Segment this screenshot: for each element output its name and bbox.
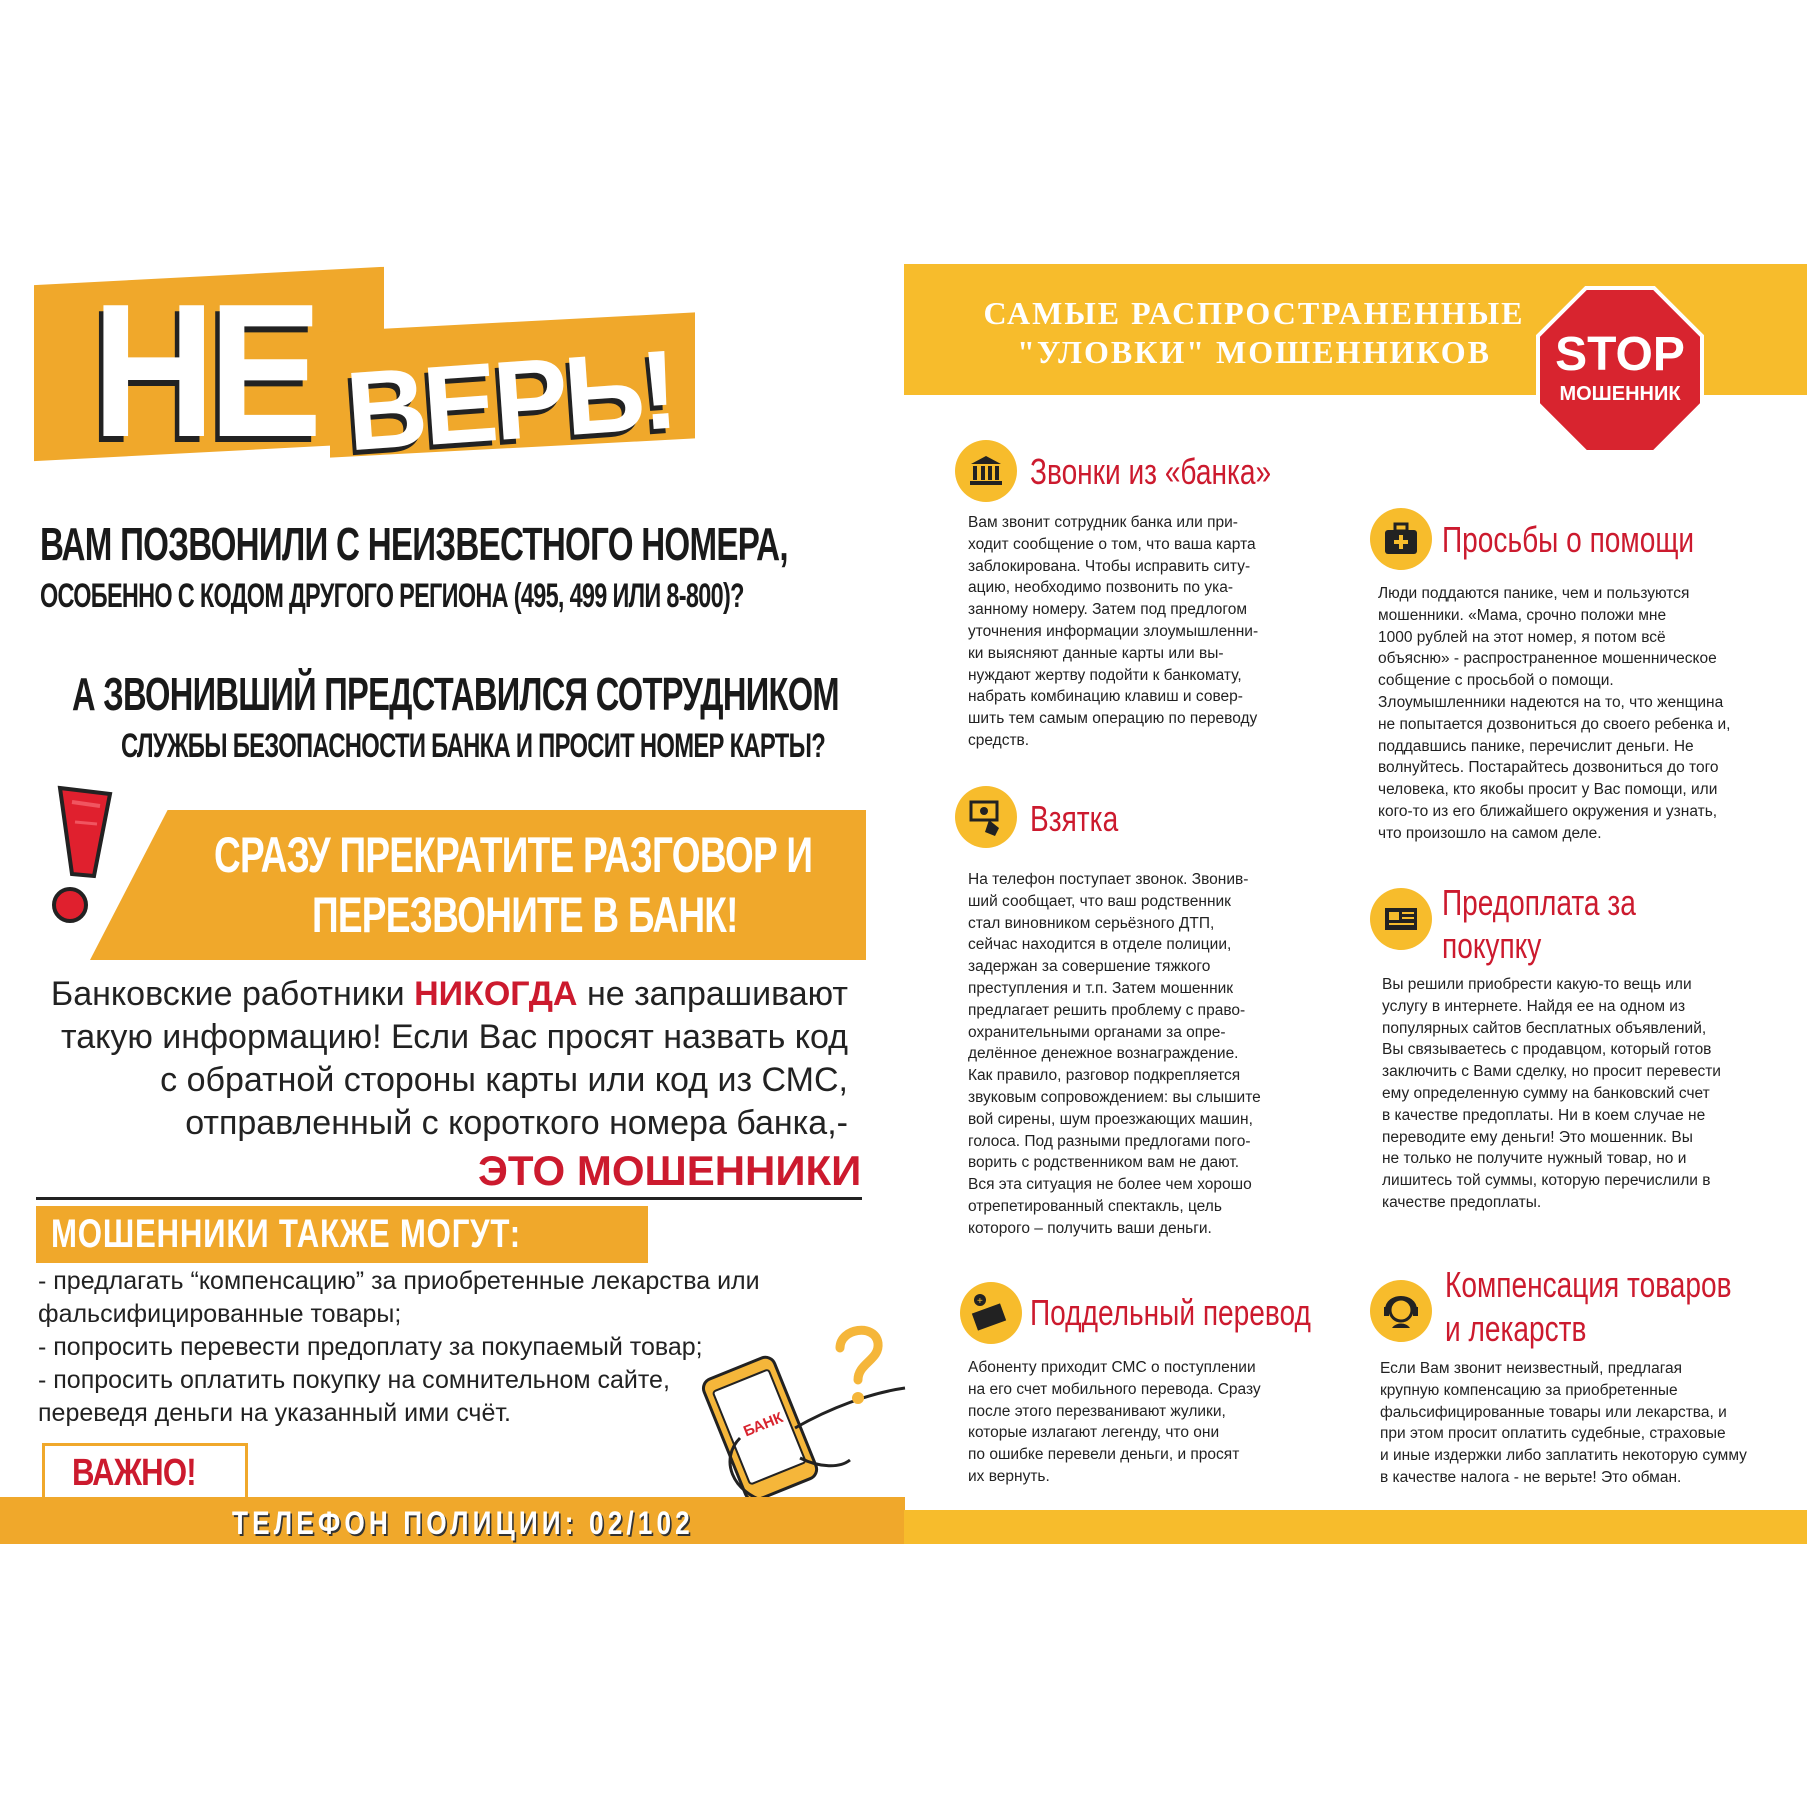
card-line: средств.	[968, 731, 1030, 749]
list-item: - предлагать “компенсацию” за приобретенные лекарства или	[38, 1267, 760, 1295]
important-label: ВАЖНО!	[72, 1452, 196, 1494]
card-title: Звонки из «банка»	[1030, 451, 1272, 492]
card-line: Вы связываетесь с продавцом, который готов	[1382, 1041, 1712, 1059]
card-line: мошенники. «Мама, срочно положи мне	[1378, 606, 1667, 624]
card-line: ворить с родственником вам не дают.	[968, 1154, 1240, 1172]
card-line: набрать комбинацию клавиш и совер-	[968, 688, 1243, 706]
card-line: 1000 рублей на этот номер, я потом всё	[1378, 628, 1666, 646]
bank-text-never: НИКОГДА	[414, 975, 578, 1013]
bank-text-part2: не запрашивают такую информацию! Если Вас просят назвать код с обратной стороны карты или код из СМС, отправленный с короткого номера банка,-	[61, 975, 848, 1142]
card-line: их вернуть.	[968, 1467, 1050, 1485]
phone-hand-illustration	[700, 1318, 910, 1510]
card-line: ходит сообщение о том, что ваша карта	[968, 535, 1256, 553]
card-line: и иные издержки либо заплатить некоторую сумму	[1380, 1447, 1747, 1465]
also-heading: МОШЕННИКИ ТАКЖЕ МОГУТ:	[51, 1212, 521, 1256]
card-line: заблокирована. Чтобы исправить ситу-	[968, 557, 1251, 575]
exclamation-icon	[42, 780, 122, 930]
card-line: объясню» - распространенное мошенническое	[1378, 650, 1717, 668]
card-line: нуждают жертву подойти к банкомату,	[968, 666, 1242, 684]
card-line: волнуйтесь. Постарайтесь дозвониться до того	[1378, 759, 1719, 777]
card-line: охранительными органами за опре-	[968, 1023, 1226, 1041]
card-line: кого-то из его ближайшего окружения и узнать,	[1378, 802, 1718, 820]
card-title: Поддельный перевод	[1030, 1292, 1311, 1333]
card-line: в качестве предоплаты. Ни в коем случае не	[1382, 1106, 1706, 1124]
card-line: Если Вам звонит неизвестный, предлагая	[1380, 1360, 1683, 1377]
card-line: популярных сайтов бесплатных объявлений,	[1382, 1019, 1707, 1037]
card-line: заключить с Вами сделку, но просит перевести	[1382, 1063, 1721, 1081]
card-line: преступления и т.п. Затем мошенник	[968, 979, 1234, 997]
card-line: крупную компенсацию за приобретенные	[1380, 1381, 1678, 1399]
card-line: ки выясняют данные карты или вы-	[968, 644, 1224, 662]
card-line: переводите ему деньги! Это мошенник. Вы	[1382, 1128, 1693, 1146]
card-line: качестве предоплаты.	[1382, 1193, 1542, 1211]
card-line: поддавшись панике, перечислит деньги. Не	[1378, 737, 1694, 755]
stop-sign-icon	[1534, 284, 1706, 456]
list-item: - попросить перевести предоплату за покупаемый товар;	[38, 1333, 703, 1361]
card-line: Люди поддаются панике, чем и пользуются	[1378, 585, 1690, 602]
card-line: делённое денежное вознаграждение.	[968, 1045, 1239, 1063]
fraud-warning: ЭТО МОШЕННИКИ	[478, 1147, 862, 1194]
card-line: на его счет мобильного перевода. Сразу	[968, 1380, 1261, 1398]
card-line: человека, кто якобы просит у Вас помощи, или	[1378, 781, 1718, 799]
card-line: Злоумышленники надеются на то, что женщина	[1378, 693, 1724, 711]
card-line: Вся эта ситуация не более чем хорошо	[968, 1176, 1252, 1194]
card-line: занному номеру. Затем под предлогом	[968, 601, 1248, 619]
header-line-1: САМЫЕ РАСПРОСТРАНЕННЫЕ	[983, 295, 1525, 331]
card-line: ему определенную сумму на банковский счет	[1382, 1084, 1710, 1102]
card-line: стал виновником серьёзного ДТП,	[968, 914, 1215, 932]
card-line: задержан за совершение тяжкого	[968, 958, 1211, 976]
action-line-1: СРАЗУ ПРЕКРАТИТЕ РАЗГОВОР И	[214, 827, 813, 883]
card-title: покупку	[1442, 925, 1542, 966]
card-text	[968, 1357, 1261, 1488]
divider	[36, 1197, 862, 1200]
card-line: в качестве налога - не верьте! Это обман.	[1380, 1468, 1682, 1486]
question-line-1: ВАМ ПОЗВОНИЛИ С НЕИЗВЕСТНОГО НОМЕРА,	[40, 518, 788, 570]
card-title: Взятка	[1030, 798, 1119, 839]
list-item: переведя деньги на указанный ими счёт.	[38, 1399, 511, 1427]
action-line-2: ПЕРЕЗВОНИТЕ В БАНК!	[312, 887, 738, 943]
card-line: звуковым сопровождением: вы слышите	[968, 1088, 1261, 1106]
question-line-3: А ЗВОНИВШИЙ ПРЕДСТАВИЛСЯ СОТРУДНИКОМ	[72, 668, 839, 720]
card-line: собщение с просьбой о помощи.	[1378, 672, 1614, 690]
card-text	[968, 869, 1261, 1240]
card-line: фальсифицированные товары или лекарства, и	[1380, 1403, 1727, 1421]
stop-word: STOP	[1555, 328, 1685, 381]
bank-text-part1: Банковские работники	[50, 975, 415, 1013]
list-item: фальсифицированные товары;	[38, 1300, 402, 1328]
card-text	[1380, 1358, 1747, 1489]
bank-warning-text	[36, 973, 848, 1145]
stop-sub: МОШЕННИК	[1559, 383, 1681, 405]
phone-screen-label: БАНК	[741, 1409, 786, 1441]
list-item: - попросить оплатить покупку на сомнительном сайте,	[38, 1366, 670, 1394]
question-line-4: СЛУЖБЫ БЕЗОПАСНОСТИ БАНКА И ПРОСИТ НОМЕР КАРТЫ?	[121, 727, 826, 765]
card-line: которого – получить ваши деньги.	[968, 1219, 1212, 1237]
title-ver: ВЕРЬ!	[342, 326, 679, 475]
card-line: при этом просит оплатить судебные, страховые	[1380, 1425, 1726, 1443]
newspaper-icon	[1370, 888, 1432, 950]
bank-icon	[955, 440, 1017, 502]
card-title: Просьбы о помощи	[1442, 519, 1695, 560]
card-text	[1378, 583, 1730, 845]
card-line: не только не получите нужный товар, но и	[1382, 1150, 1687, 1168]
card-line: не попытается дозвониться до своего ребенка и,	[1378, 715, 1731, 733]
fraud-list	[38, 1265, 760, 1430]
card-line: На телефон поступает звонок. Звонив-	[968, 871, 1249, 888]
card-line: услугу в интернете. Найдя ее на одном из	[1382, 997, 1686, 1015]
card-line: Как правило, разговор подкрепляется	[968, 1067, 1241, 1085]
card-line: предлагает решить проблему с право-	[968, 1001, 1246, 1019]
card-line: что произошло на самом деле.	[1378, 824, 1602, 842]
header-line-2: "УЛОВКИ" МОШЕННИКОВ	[1017, 334, 1491, 370]
card-text	[968, 512, 1258, 752]
card-title: Компенсация товаров	[1445, 1264, 1732, 1305]
card-line: уточнения информации злоумышленни-	[968, 622, 1259, 640]
police-phone: ТЕЛЕФОН ПОЛИЦИИ: 02/102	[232, 1505, 694, 1541]
right-header	[934, 294, 1574, 372]
operator-icon	[1370, 1280, 1432, 1342]
card-line: вой сирены, шум проезжающих машин,	[968, 1110, 1253, 1128]
card-line: Вам звонит сотрудник банка или при-	[968, 514, 1238, 531]
card-line: лишитесь той суммы, которую перечислили в	[1382, 1172, 1711, 1190]
card-title: и лекарств	[1445, 1308, 1587, 1349]
card-line: Абоненту приходит СМС о поступлении	[968, 1359, 1256, 1376]
card-line: отрепетированный спектакль, цель	[968, 1197, 1222, 1215]
first-aid-icon	[1370, 508, 1432, 570]
right-footer-band	[904, 1510, 1807, 1544]
card-line: ацию, необходимо позвонить по ука-	[968, 579, 1233, 597]
money-transfer-icon	[960, 1282, 1022, 1344]
card-title: Предоплата за	[1442, 882, 1636, 923]
card-line: ший сообщает, что ваш родственник	[968, 892, 1231, 910]
card-line: шить тем самым операцию по переводу	[968, 710, 1258, 728]
card-line: голоса. Под разными предлогами пого-	[968, 1132, 1251, 1150]
card-line: после этого перезванивают жулики,	[968, 1402, 1226, 1420]
question-line-2: ОСОБЕННО С КОДОМ ДРУГОГО РЕГИОНА (495, 499 ИЛИ 8-800)?	[40, 577, 744, 615]
card-line: сейчас находится в отделе полиции,	[968, 936, 1232, 954]
card-line: по ошибке перевели деньги, и просят	[968, 1446, 1240, 1464]
bribe-icon	[955, 786, 1017, 848]
card-line: которые излагают легенду, что они	[968, 1424, 1220, 1442]
title-ne: НЕ	[92, 265, 316, 477]
card-line: Вы решили приобрести какую-то вещь или	[1382, 976, 1692, 993]
svg-text:+: +	[977, 1296, 983, 1307]
card-text	[1382, 974, 1721, 1214]
